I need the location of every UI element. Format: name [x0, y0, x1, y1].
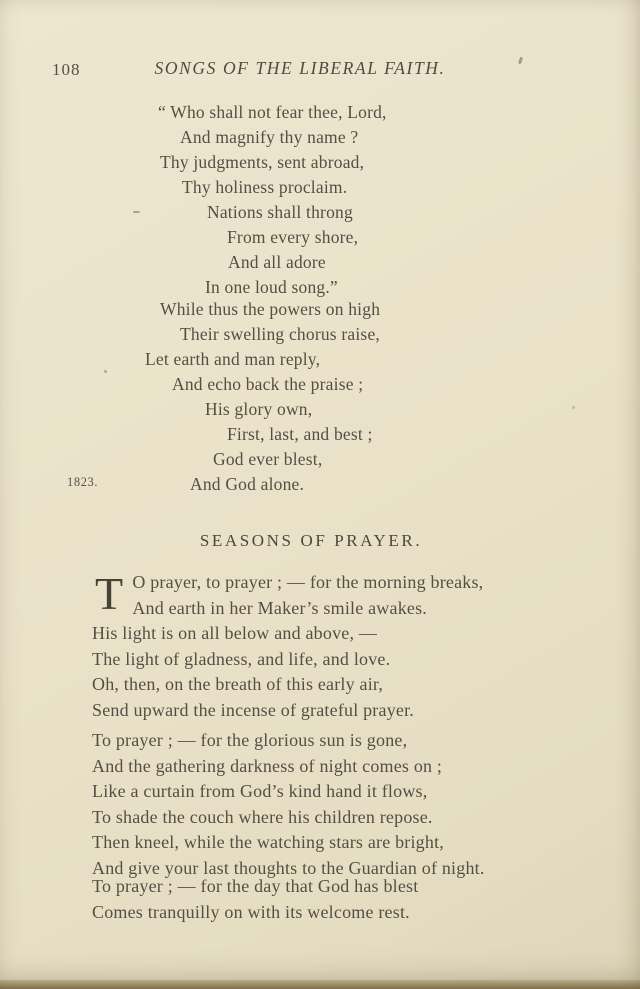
- poem-line: Their swelling chorus raise,: [180, 324, 380, 344]
- poem-line: While thus the powers on high: [160, 299, 381, 319]
- poem-line: And magnify thy name ?: [180, 127, 359, 147]
- poem-line: His light is on all below and above, —: [92, 623, 378, 644]
- poem-line: Comes tranquilly on with its welcome rest.: [92, 901, 410, 922]
- hymn-previous-stanza-2: [145, 297, 505, 497]
- scan-speck: [104, 370, 107, 373]
- poem-line: God ever blest,: [213, 449, 323, 469]
- drop-cap: T: [95, 568, 124, 619]
- hymn-title: SEASONS OF PRAYER.: [199, 531, 423, 550]
- poem-line: And all adore: [228, 252, 326, 272]
- poem-line: Send upward the incense of grateful prayer.: [92, 699, 414, 720]
- poem-line: From every shore,: [227, 227, 359, 247]
- poem-line: His glory own,: [205, 399, 313, 419]
- hymn-previous-stanza-1: [145, 100, 505, 300]
- poem-line: Thy holiness proclaim.: [182, 177, 348, 197]
- poem-line: And earth in her Maker’s smile awakes.: [132, 597, 427, 618]
- poem-line: To shade the couch where his children repose.: [92, 806, 433, 827]
- seasons-stanza-3: [92, 874, 612, 925]
- poem-line: Thy judgments, sent abroad,: [160, 152, 365, 172]
- running-title: SONGS OF THE LIBERAL FAITH.: [154, 58, 446, 78]
- page-number: 108: [52, 60, 81, 79]
- composition-year: 1823.: [67, 475, 99, 489]
- poem-line: First, last, and best ;: [227, 424, 373, 444]
- seasons-stanza-2: [92, 728, 612, 882]
- page-header: [52, 58, 590, 84]
- poem-line: The light of gladness, and life, and love.: [92, 648, 391, 669]
- poem-line: Nations shall throng: [207, 202, 353, 222]
- poem-line: “ Who shall not fear thee, Lord,: [158, 102, 387, 122]
- poem-line: And the gathering darkness of night comes on ;: [92, 755, 443, 776]
- poem-line: And give your last thoughts to the Guardian of night.: [92, 857, 485, 878]
- page-bottom-edge: [0, 980, 640, 989]
- poem-line: Oh, then, on the breath of this early air,: [92, 674, 384, 695]
- poem-line: Let earth and man reply,: [145, 349, 321, 369]
- poem-line: And God alone.: [190, 474, 305, 494]
- seasons-stanza-1: [92, 570, 612, 724]
- poem-line: And echo back the praise ;: [172, 374, 364, 394]
- poem-line: O prayer, to prayer ; — for the morning breaks,: [132, 572, 484, 592]
- scan-speck: [572, 406, 575, 409]
- scan-speck: [133, 211, 140, 213]
- poem-line: In one loud song.”: [205, 277, 338, 297]
- poem-line: To prayer ; — for the glorious sun is gone,: [92, 730, 408, 750]
- poem-line: Like a curtain from God’s kind hand it flows,: [92, 781, 428, 802]
- poem-line: Then kneel, while the watching stars are bright,: [92, 832, 444, 853]
- poem-line: To prayer ; — for the day that God has blest: [92, 876, 419, 896]
